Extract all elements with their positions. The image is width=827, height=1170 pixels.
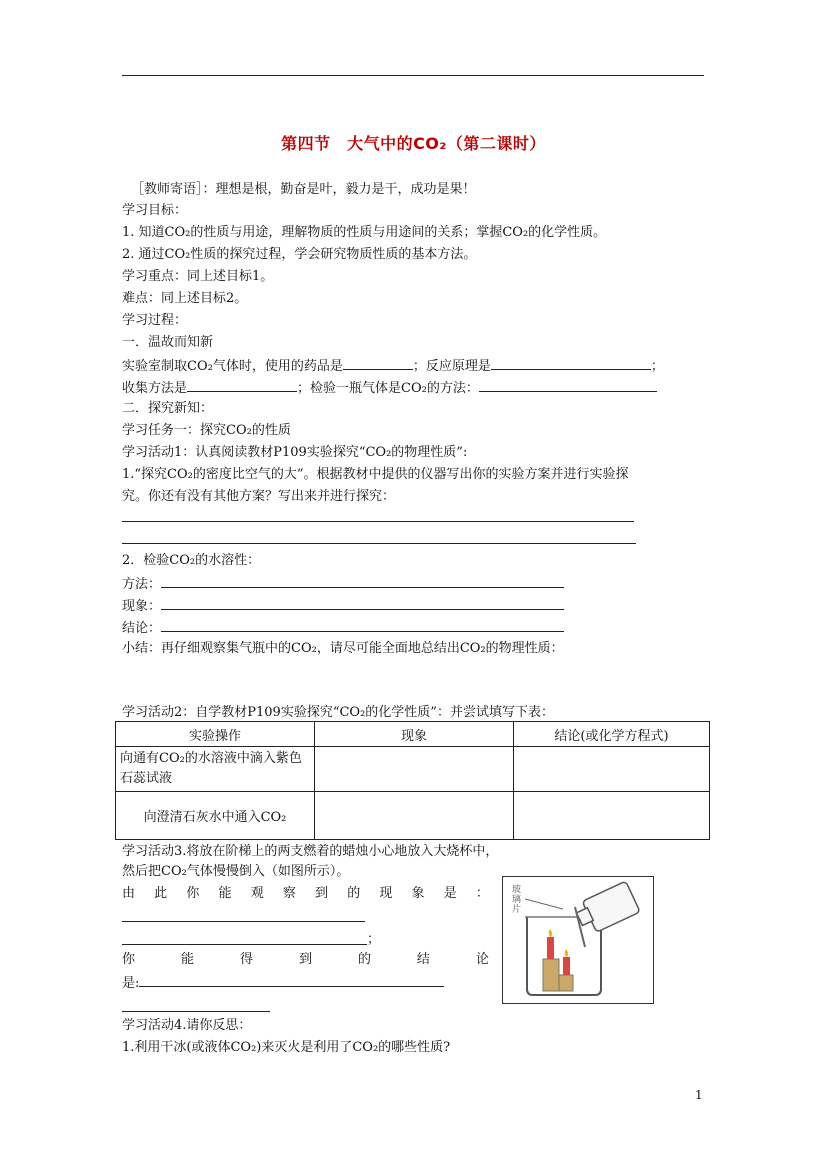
conclusion-blank[interactable] — [161, 617, 564, 632]
review-line-1 — [122, 355, 664, 377]
drug-blank[interactable] — [343, 355, 413, 370]
table-cell[interactable] — [315, 792, 514, 840]
review-principle-label: ；反应原理是 — [412, 359, 491, 374]
table-cell[interactable] — [315, 747, 514, 792]
prompt-char: 论 — [475, 952, 489, 967]
reflect-question-1: 1.利用干冰(或液体CO₂)来灭火是利用了CO₂的哪些性质? — [122, 1040, 451, 1055]
table-header-row — [116, 722, 710, 747]
prompt-char: 此 — [154, 886, 168, 901]
table-cell: 向通有CO₂的水溶液中滴入紫色石蕊试液 — [116, 747, 315, 792]
test-method-blank[interactable] — [479, 377, 657, 392]
prompt-char: 的 — [347, 886, 361, 901]
prompt-char: 你 — [186, 886, 200, 901]
page-number: 1 — [695, 1088, 703, 1102]
is-label: 是: — [122, 976, 140, 991]
item-1-line-1: 1.“探究CO₂的密度比空气的大”。根据教材中提供的仪器写出你的实验方案并进行实验探 — [122, 467, 629, 482]
item-1-line-2: 究。你还有没有其他方案？写出来并进行探究： — [122, 489, 396, 504]
conclude-row — [122, 972, 444, 994]
activity-3-line-1: 学习活动3.将放在阶梯上的两支燃着的蜡烛小心地放入大烧杯中， — [122, 844, 499, 859]
process-label: 学习过程： — [122, 313, 188, 328]
task-1: 学习任务一：探究CO₂的性质 — [122, 423, 291, 438]
difficulty: 难点：同上述目标2。 — [122, 291, 248, 306]
method-blank[interactable] — [161, 573, 564, 588]
test-method-label: ；检验一瓶气体是CO₂的方法： — [297, 381, 479, 396]
item-2: 2．检验CO₂的水溶性： — [122, 553, 261, 568]
table-row — [116, 792, 710, 840]
observe-prompt — [122, 884, 489, 904]
prompt-char: 由 — [122, 886, 136, 901]
prompt-char: 的 — [357, 952, 371, 967]
teacher-motto: ［教师寄语］：理想是根，勤奋是叶，毅力是干，成功是果！ — [131, 182, 476, 197]
method-label: 方法： — [122, 577, 162, 592]
activity-3-line-2: 然后把CO₂气体慢慢倒入（如图所示）。 — [122, 864, 350, 879]
table-cell[interactable] — [514, 792, 710, 840]
header-rule — [122, 75, 704, 76]
page-title: 第四节 大气中的CO₂（第二课时） — [281, 134, 546, 153]
key-point: 学习重点：同上述目标1。 — [122, 269, 274, 284]
collect-method-blank[interactable] — [187, 377, 297, 392]
section-review-heading: 一．温故而知新 — [122, 335, 214, 350]
prompt-char: 能 — [180, 952, 194, 967]
answer-line-1[interactable] — [122, 521, 634, 522]
table-header: 现象 — [315, 722, 514, 747]
table-cell[interactable] — [514, 747, 710, 792]
objectives-label: 学习目标： — [122, 203, 188, 218]
prompt-char: 到 — [298, 952, 312, 967]
activity-1: 学习活动1：认真阅读教材P109实验探究“CO₂的物理性质”: — [122, 445, 468, 460]
table-row — [116, 747, 710, 792]
experiment-figure — [502, 876, 654, 1004]
table-header: 结论(或化学方程式) — [514, 722, 710, 747]
conclusion-row — [122, 617, 564, 639]
prompt-char: ： — [475, 886, 489, 901]
objective-2: 2. 通过CO₂性质的探究过程，学会研究物质性质的基本方法。 — [122, 247, 477, 262]
prompt-char: 观 — [250, 886, 264, 901]
prompt-char: 察 — [282, 886, 296, 901]
review-line-2 — [122, 377, 657, 399]
prompt-char: 到 — [315, 886, 329, 901]
section-explore-heading: 二．探究新知： — [122, 401, 214, 416]
conclusion-label: 结论： — [122, 621, 162, 636]
objective-1: 1. 知道CO₂的性质与用途，理解物质的性质与用途间的关系；掌握CO₂的化学性质。 — [122, 225, 607, 240]
prompt-char: 得 — [239, 952, 253, 967]
phenomenon-label: 现象： — [122, 599, 162, 614]
prompt-char: 象 — [411, 886, 425, 901]
collect-method-label: 收集方法是 — [122, 381, 188, 396]
table-cell: 向澄清石灰水中通入CO₂ — [116, 792, 315, 840]
prompt-char: 能 — [218, 886, 232, 901]
prompt-char: 是 — [443, 886, 457, 901]
chem-properties-table — [115, 721, 710, 840]
activity-4: 学习活动4.请你反思： — [122, 1018, 252, 1033]
principle-blank[interactable] — [491, 355, 651, 370]
table-header: 实验操作 — [116, 722, 315, 747]
observe-answer-line-1[interactable] — [122, 921, 365, 922]
prompt-char: 你 — [122, 952, 136, 967]
conclude-answer-line[interactable] — [122, 1011, 270, 1012]
phenomenon-blank[interactable] — [161, 595, 564, 610]
conclude-prompt — [122, 950, 489, 970]
observe-semicolon: ； — [367, 932, 381, 947]
summary: 小结：再仔细观察集气瓶中的CO₂，请尽可能全面地总结出CO₂的物理性质： — [122, 641, 564, 656]
prompt-char: 现 — [379, 886, 393, 901]
observe-answer-line-2[interactable] — [122, 944, 367, 945]
figure-label: 玻璃片 — [512, 885, 522, 915]
conclude-blank[interactable] — [139, 972, 444, 987]
method-row — [122, 573, 564, 595]
activity-2: 学习活动2：自学教材P109实验探究“CO₂的化学性质”：并尝试填写下表： — [122, 705, 554, 720]
review-line-end: ； — [650, 359, 664, 374]
beaker-candles-illustration — [503, 877, 653, 1003]
phenomenon-row — [122, 595, 564, 617]
prompt-char: 结 — [416, 952, 430, 967]
answer-line-2[interactable] — [122, 543, 636, 544]
review-drug-label: 实验室制取CO₂气体时，使用的药品是 — [122, 359, 343, 374]
